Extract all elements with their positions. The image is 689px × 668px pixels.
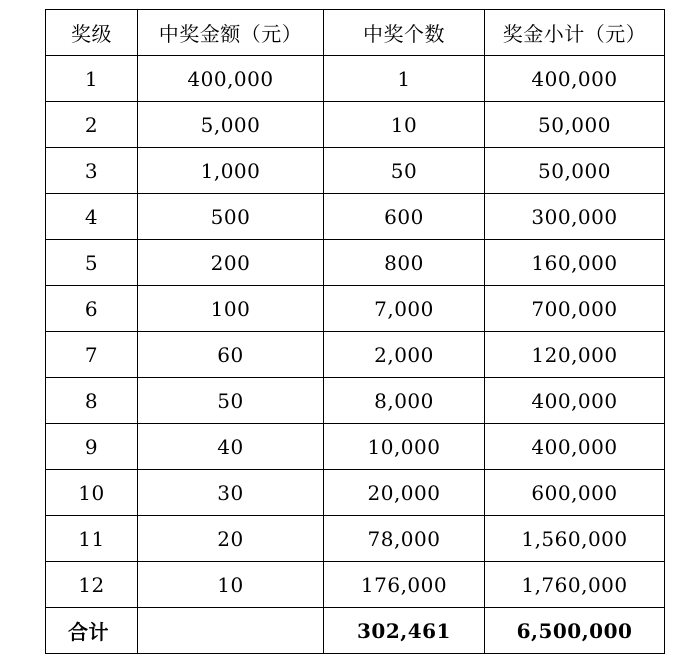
cell-count: 176,000 <box>324 562 485 608</box>
table-row <box>46 516 665 562</box>
cell-level: 5 <box>46 240 138 286</box>
cell-subtotal: 120,000 <box>485 332 665 378</box>
cell-amount: 500 <box>138 194 324 240</box>
cell-count: 20,000 <box>324 470 485 516</box>
cell-level: 1 <box>46 56 138 102</box>
cell-amount: 50 <box>138 378 324 424</box>
cell-count: 50 <box>324 148 485 194</box>
cell-count: 800 <box>324 240 485 286</box>
table-header-row <box>46 10 665 56</box>
cell-subtotal: 300,000 <box>485 194 665 240</box>
cell-subtotal: 400,000 <box>485 378 665 424</box>
cell-subtotal: 50,000 <box>485 102 665 148</box>
table-row <box>46 378 665 424</box>
total-count: 302,461 <box>324 608 485 654</box>
cell-level: 9 <box>46 424 138 470</box>
cell-amount: 400,000 <box>138 56 324 102</box>
cell-level: 3 <box>46 148 138 194</box>
cell-subtotal: 600,000 <box>485 470 665 516</box>
header-subtotal: 奖金小计（元） <box>485 10 665 56</box>
cell-subtotal: 1,760,000 <box>485 562 665 608</box>
cell-count: 7,000 <box>324 286 485 332</box>
prize-table <box>45 9 665 654</box>
cell-subtotal: 400,000 <box>485 424 665 470</box>
cell-amount: 200 <box>138 240 324 286</box>
cell-amount: 40 <box>138 424 324 470</box>
cell-count: 600 <box>324 194 485 240</box>
cell-amount: 1,000 <box>138 148 324 194</box>
table-row <box>46 562 665 608</box>
total-label: 合计 <box>46 608 138 654</box>
cell-level: 6 <box>46 286 138 332</box>
table-row <box>46 102 665 148</box>
cell-level: 4 <box>46 194 138 240</box>
cell-subtotal: 160,000 <box>485 240 665 286</box>
table-row <box>46 194 665 240</box>
cell-level: 10 <box>46 470 138 516</box>
cell-subtotal: 1,560,000 <box>485 516 665 562</box>
header-winner-count: 中奖个数 <box>324 10 485 56</box>
cell-amount: 20 <box>138 516 324 562</box>
table-row <box>46 56 665 102</box>
cell-count: 10 <box>324 102 485 148</box>
table-row <box>46 240 665 286</box>
cell-count: 1 <box>324 56 485 102</box>
cell-count: 2,000 <box>324 332 485 378</box>
header-prize-level: 奖级 <box>46 10 138 56</box>
total-row <box>46 608 665 654</box>
cell-count: 78,000 <box>324 516 485 562</box>
cell-count: 8,000 <box>324 378 485 424</box>
header-prize-amount: 中奖金额（元） <box>138 10 324 56</box>
cell-level: 2 <box>46 102 138 148</box>
cell-amount: 60 <box>138 332 324 378</box>
cell-subtotal: 700,000 <box>485 286 665 332</box>
cell-subtotal: 50,000 <box>485 148 665 194</box>
cell-level: 8 <box>46 378 138 424</box>
cell-subtotal: 400,000 <box>485 56 665 102</box>
cell-level: 12 <box>46 562 138 608</box>
cell-amount: 30 <box>138 470 324 516</box>
cell-amount: 5,000 <box>138 102 324 148</box>
cell-amount: 100 <box>138 286 324 332</box>
table-row <box>46 148 665 194</box>
total-amount <box>138 608 324 654</box>
total-subtotal: 6,500,000 <box>485 608 665 654</box>
cell-level: 11 <box>46 516 138 562</box>
table-row <box>46 470 665 516</box>
table-row <box>46 424 665 470</box>
cell-count: 10,000 <box>324 424 485 470</box>
cell-amount: 10 <box>138 562 324 608</box>
table-row <box>46 332 665 378</box>
table-row <box>46 286 665 332</box>
cell-level: 7 <box>46 332 138 378</box>
